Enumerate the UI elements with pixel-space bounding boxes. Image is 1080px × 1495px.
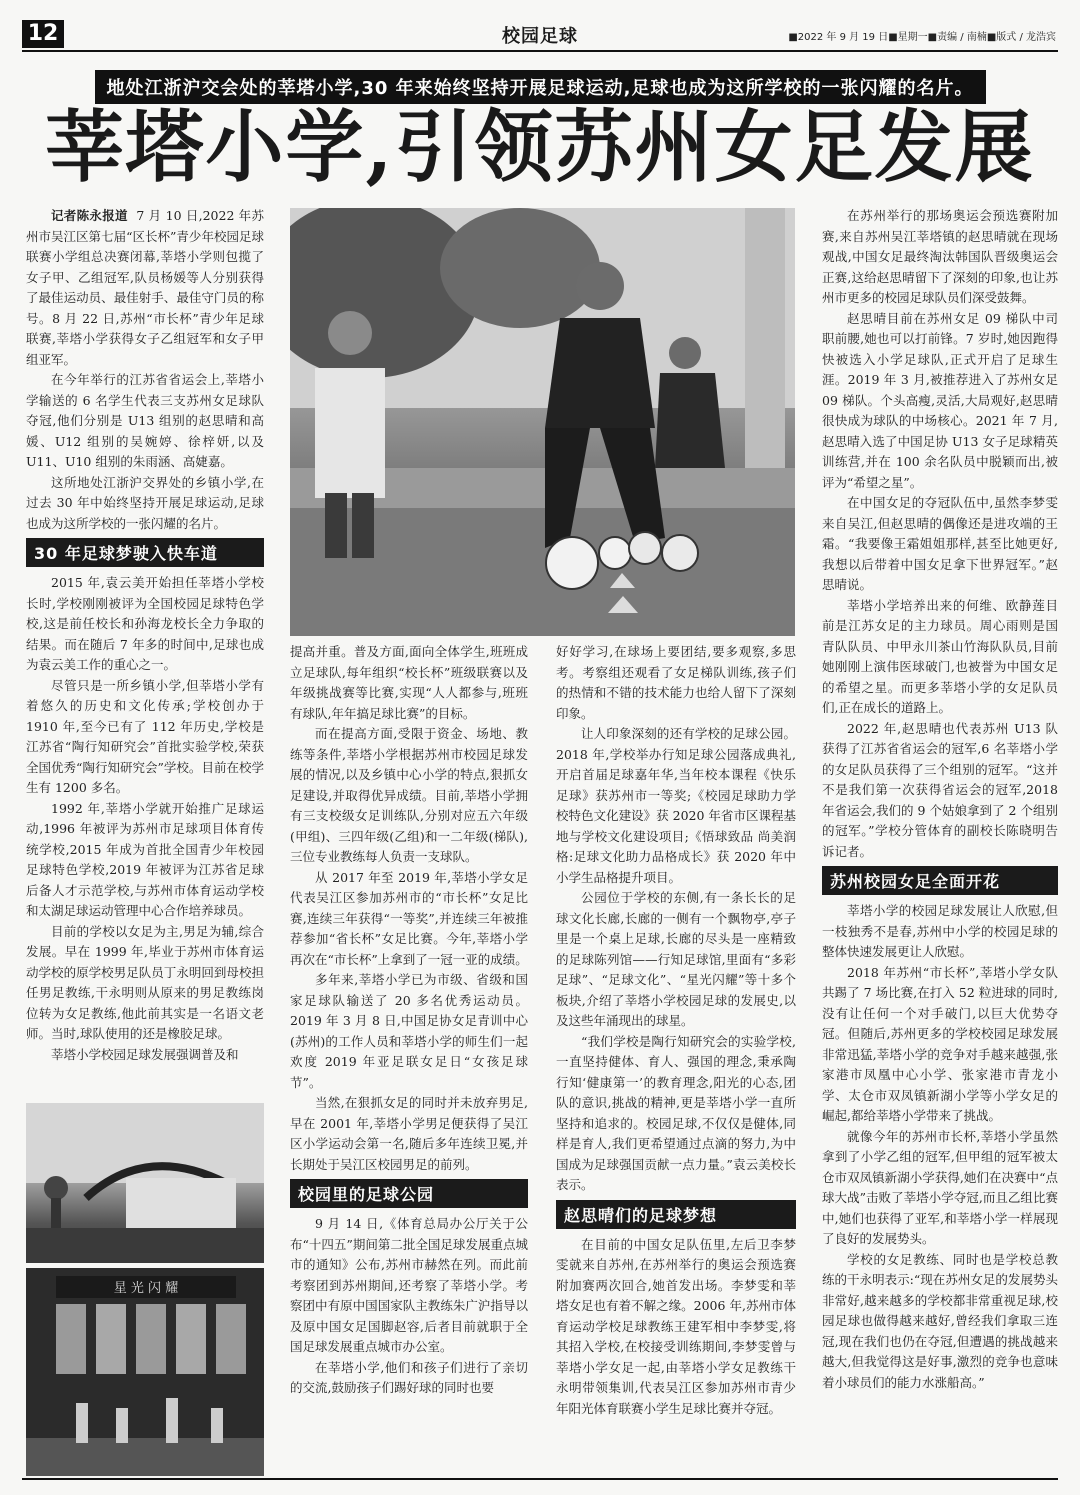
park-gate-illustration — [26, 1103, 264, 1263]
paragraph: 2018 年苏州“市长杯”,莘塔小学女队共踢了 7 场比赛,在打入 52 粒进球的同时,没有让任何一个对手破门,以巨大优势夺冠。但随后,苏州更多的学校校园足球发展非常迅猛,莘塔小学的竞争对手越来越强,张家港市凤凰中心小学、张家港市青龙小学、太仓市双凤镇新湖小学等小学女足的崛起,都给莘塔小学带来了挑战。 — [822, 964, 1058, 1123]
footer-rule — [22, 1478, 1058, 1480]
paragraph: 莘塔小学培养出来的何维、欧静莲目前是江苏女足的主力球员。周心雨则是国青队队员、中甲永川茶山竹海队队员,目前她刚刚上演伟医球破门,也被誉为中国女足的希望之星。而更多莘塔小学的女足队员们,正在成长的道路上。 — [822, 597, 1058, 715]
paragraph: 2022 年,赵思晴也代表苏州 U13 队获得了江苏省省运会的冠军,6 名莘塔小学的女足队员获得了三个组别的冠军。“这并不是我们第一次获得省运会的冠军,2018 年省运会,我们的 9 个姑娘拿到了 2 个组别的冠军。”学校分管体育的副校长陈晓明告诉记者。 — [822, 720, 1058, 859]
section-title-1: 30 年足球梦驶入快车道 — [26, 538, 264, 567]
section-title-4: 苏州校园女足全面开花 — [822, 866, 1058, 895]
paragraph: 莘塔小学校园足球发展强调普及和 — [51, 1046, 239, 1062]
paragraph: 多年来,莘塔小学已为市级、省级和国家足球队输送了 20 多名优秀运动员。2019 年 3 月 8 日,中国足协女足青训中心(苏州)的工作人员和莘塔小学的师生们一起欢度 2019 年亚足联女足日“女孩足球节”。 — [290, 972, 528, 1090]
paragraph: 1992 年,莘塔小学就开始推广足球运动,1996 年被评为苏州市足球项目体育传统学校,2015 年成为首批全国青少年校园足球特色学校,2019 年被评为江苏省足球后备人才示范学校,与苏州市体育运动学校和太湖足球运动管理中心合作培养球员。 — [26, 800, 264, 918]
paragraph: 公园位于学校的东侧,有一条长长的足球文化长廊,长廊的一侧有一个飘物亭,亭子里是一个桌上足球,长廊的尽头是一座精致的足球陈列馆——行知足球馆,里面有“多彩足球”、“足球文化”、“星光闪耀”等十多个板块,介绍了莘塔小学校园足球的发展史,以及这些年涌现出的球星。 — [556, 890, 796, 1028]
section-title-2: 校园里的足球公园 — [290, 1179, 528, 1208]
paragraph: 在莘塔小学,他们和孩子们进行了亲切的交流,鼓励孩子们踢好球的同时也要 — [290, 1359, 528, 1395]
subheadline: 地处江浙沪交会处的莘塔小学,30 年来始终坚持开展足球运动,足球也成为这所学校的一张闪耀的名片。 — [95, 70, 986, 104]
paragraph: “我们学校是陶行知研究会的实验学校,一直坚持健体、育人、强国的理念,秉承陶行知‘健康第一’的教育理念,阳光的心态,团队的意识,挑战的精神,更是莘塔小学一直所坚持和追求的。校园足球,不仅仅是健体,同样是育人,我们更希望通过点滴的努力,为中国成为足球强国贡献一点力量。”袁云美校长表示。 — [556, 1033, 796, 1192]
paragraph: 在今年举行的江苏省省运会上,莘塔小学输送的 6 名学生代表三支苏州女足球队夺冠,他们分别是 U13 组别的赵思晴和高媛、U12 组别的吴婉婷、徐梓妍,以及 U11、U10 组别的朱雨涵、高婕嘉。 — [26, 372, 264, 469]
paragraph: 让人印象深刻的还有学校的足球公园。2018 年,学校举办行知足球公园落成典礼,开启首届足球嘉年华,当年校本课程《快乐足球》获苏州市一等奖;《校园足球助力学校特色文化建设》获 2020 年省市区课程基地与学校文化建设项目;《悟球致品 尚美润格:足球文化助力品格成长》获 2020 年中小学生品格提升项目。 — [556, 726, 796, 885]
byline: 记者陈永报道 — [51, 208, 128, 223]
paragraph: 7 月 10 日,2022 年苏州市吴江区第七届“区长杯”青少年校园足球联赛小学组总决赛闭幕,莘塔小学则包揽了女子甲、乙组冠军,队员杨媛等人分别获得了最佳运动员、最佳射手、最佳守门员的称号。8 月 22 日,苏州“市长杯”青少年足球联赛,莘塔小学获得女子乙组冠军和女子甲组亚军。 — [26, 208, 264, 367]
paragraph: 莘塔小学的校园足球发展让人欣慰,但一枝独秀不是春,苏州中小学的校园足球的整体快速发展更让人欣慰。 — [822, 903, 1058, 959]
paragraph: 在苏州举行的那场奥运会预选赛附加赛,来自苏州吴江莘塔镇的赵思晴就在现场观战,中国女足最终淘汰韩国队晋级奥运会正赛,这给赵思晴留下了深刻的印象,也让苏州市更多的校园足球队员们深受鼓舞。 — [822, 208, 1058, 305]
column-3 — [556, 642, 796, 1419]
paragraph: 学校的女足教练、同时也是学校总教练的干永明表示:“现在苏州女足的发展势头非常好,越来越多的学校都非常重视足球,校园足球也做得越来越好,曾经我们拿取三连冠,现在我们也仍在夺冠,但遭遇的挑战越来越大,但我觉得这是好事,激烈的竞争也意味着小球员们的能力水涨船高。” — [822, 1251, 1058, 1390]
paragraph: 从 2017 年至 2019 年,莘塔小学女足代表吴江区参加苏州市的“市长杯”女足比赛,连续三年获得“一等奖”,并连续三年被推荐参加“省长杯”女足比赛。今年,莘塔小学再次在“市长杯”上拿到了一冠一亚的成绩。 — [290, 869, 528, 967]
page-number: 12 — [22, 20, 64, 48]
paragraph: 提高并重。普及方面,面向全体学生,班班成立足球队,每年组织“校长杯”班级联赛以及年级挑战赛等比赛,实现“人人都参与,班班有球队,年年搞足球比赛”的目标。 — [290, 644, 528, 721]
paragraph: 2015 年,袁云美开始担任莘塔小学校长时,学校刚刚被评为全国校园足球特色学校,这是前任校长和孙海龙校长全力争取的结果。而在随后 7 年多的时间中,足球也成为袁云美工作的重心之一。 — [26, 575, 264, 672]
paragraph: 而在提高方面,受限于资金、场地、教练等条件,莘塔小学根据苏州市校园足球发展的情况,以及乡镇中心小学的特点,狠抓女足建设,并取得优异成绩。目前,莘塔小学拥有三支校级女足训练队,分别对应五六年级(甲组)、三四年级(乙组)和一二年级(梯队),三位专业教练每人负责一支球队。 — [290, 726, 528, 864]
column-4 — [822, 206, 1058, 1393]
paragraph: 9 月 14 日,《体育总局办公厅关于公布“十四五”期间第二批全国足球发展重点城市的通知》公布,苏州市赫然在列。而此前考察团到苏州期间,还考察了莘塔小学。考察团中有原中国国家队主教练朱广沪指导以及原中国女足国脚赵容,后者目前就职于全国足球发展重点城市办公室。 — [290, 1216, 528, 1354]
paragraph: 当然,在狠抓女足的同时并未放弃男足,早在 2001 年,莘塔小学男足便获得了吴江区小学运动会第一名,随后多年连续卫冕,并长期处于吴江区校园男足的前列。 — [290, 1095, 528, 1172]
paragraph: 就像今年的苏州市长杯,莘塔小学虽然拿到了小学乙组的冠军,但甲组的冠军被太仓市双凤镇新湖小学获得,她们在决赛中“点球大战”击败了莘塔小学夺冠,而且乙组比赛中,她们也获得了亚军,和莘塔小学一样展现了良好的发展势头。 — [822, 1128, 1058, 1246]
football-park-gate-photo — [26, 1103, 264, 1263]
headline: 莘塔小学,引领苏州女足发展 — [45, 102, 1035, 193]
paragraph: 这所地处江浙沪交界处的乡镇小学,在过去 30 年中始终坚持开展足球运动,足球也成为这所学校的一张闪耀的名片。 — [26, 474, 264, 531]
main-photo — [290, 208, 795, 636]
paragraph: 在目前的中国女足队伍里,左后卫李梦雯就来自苏州,在苏州举行的奥运会预选赛附加赛两次回合,她首发出场。李梦雯和莘塔女足也有着不解之缘。2006 年,苏州市体育运动学校足球教练王建军相中李梦雯,将其招入学校,在校接受训练期间,李梦雯曾与莘塔小学女足一起,由莘塔小学女足教练干永明带领集训,代表吴江区参加苏州市青少年阳光体育联赛小学生足球比赛并夺冠。 — [556, 1236, 796, 1416]
section-title-3: 赵思晴们的足球梦想 — [556, 1200, 796, 1229]
girls-dribbling-illustration — [290, 208, 795, 636]
paragraph: 在中国女足的夺冠队伍中,虽然李梦雯来自吴江,但赵思晴的偶像还是进攻端的王霜。“我要像王霜姐姐那样,甚至比她更好,我想以后带着中国女足拿下世界冠军。”赵思晴说。 — [822, 495, 1058, 592]
column-2 — [290, 642, 528, 1399]
column-1 — [26, 206, 264, 1065]
dateline: ■2022 年 9 月 19 日■星期一■责编 / 南楠■版式 / 龙浩宾 — [788, 32, 1056, 43]
paragraph: 好好学习,在球场上要团结,要多观察,多思考。考察组还观看了女足梯队训练,孩子们的热情和不错的技术能力也给人留下了深刻印象。 — [556, 644, 796, 721]
star-wall-photo — [26, 1268, 264, 1476]
trophy-wall-illustration — [26, 1268, 264, 1476]
paragraph: 目前的学校以女足为主,男足为辅,综合发展。早在 1999 年,毕业于苏州市体育运动学校的原学校男足队员丁永明回到母校担任男足教练,干永明则从原来的男足教练岗位转为女足教练,他此前其实是一名语文老师。当时,球队使用的还是橡胶足球。 — [26, 923, 264, 1041]
section-name: 校园足球 — [502, 26, 578, 47]
paragraph: 尽管只是一所乡镇小学,但莘塔小学有着悠久的历史和文化传承;学校创办于 1910 年,至今已有了 112 年历史,学校是江苏省“陶行知研究会”首批实验学校,荣获全国优秀“陶行知研究会”学校。目前在校学生有 1200 多名。 — [26, 677, 264, 795]
wall-sign: 星 光 闪 耀 — [113, 1281, 179, 1296]
paragraph: 赵思晴目前在苏州女足 09 梯队中司职前腰,她也可以打前锋。7 岁时,她因跑得快被选入小学足球队,正式开启了足球生涯。2019 年 3 月,被推荐进入了苏州女足 09 梯队。个头高瘦,灵活,大局观好,赵思晴很快成为球队的中场核心。2021 年 7 月,赵思晴入选了中国足协 U13 女子足球精英训练营,并在 100 余名队员中脱颖而出,被评为“希望之星”。 — [822, 310, 1058, 490]
header-rule — [22, 50, 1058, 52]
